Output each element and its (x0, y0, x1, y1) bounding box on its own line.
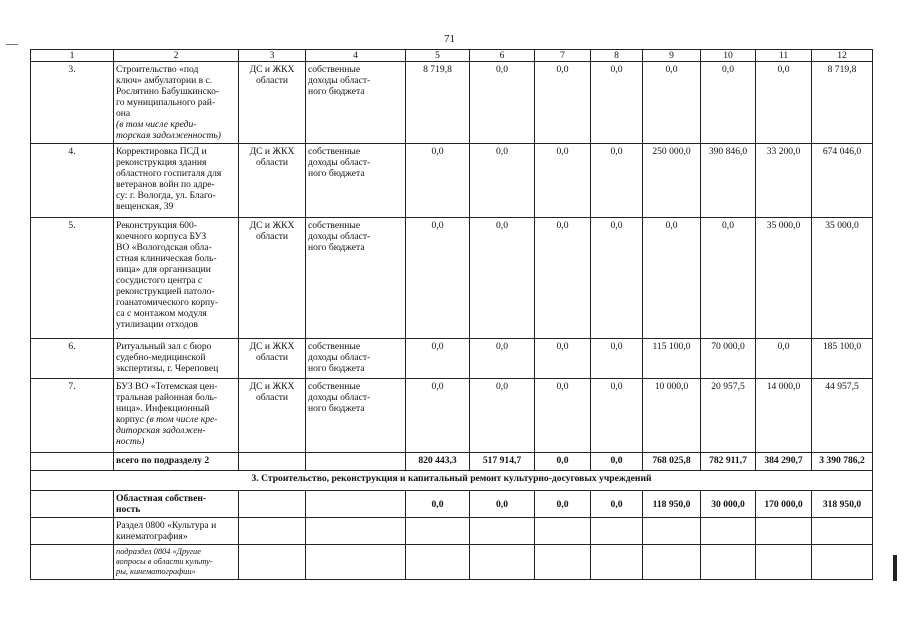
regional-property-label: Областная собствен- ность (114, 491, 239, 518)
empty-cell (239, 491, 306, 518)
executor: ДС и ЖКХ области (239, 62, 306, 144)
value-cell: 0,0 (535, 144, 591, 218)
empty-cell (239, 453, 306, 471)
empty-cell (306, 545, 406, 580)
empty-cell (535, 518, 591, 545)
empty-cell (31, 491, 114, 518)
row-number: 5. (31, 218, 114, 339)
total-value: 768 025,8 (643, 453, 701, 471)
col-header: 12 (812, 50, 873, 62)
col-header: 8 (591, 50, 643, 62)
empty-cell (406, 518, 470, 545)
empty-cell (756, 518, 812, 545)
value-cell: 0,0 (756, 62, 812, 144)
regional-value: 0,0 (535, 491, 591, 518)
table-row (31, 218, 873, 339)
col-header: 4 (306, 50, 406, 62)
col-header: 2 (114, 50, 239, 62)
value-cell: 250 000,0 (643, 144, 701, 218)
value-cell: 0,0 (406, 144, 470, 218)
table-row (31, 379, 873, 453)
regional-value: 0,0 (406, 491, 470, 518)
empty-cell (701, 545, 756, 580)
value-cell: 33 200,0 (756, 144, 812, 218)
table-row (31, 144, 873, 218)
value-cell: 0,0 (701, 62, 756, 144)
empty-cell (643, 518, 701, 545)
total-value: 517 914,7 (470, 453, 535, 471)
value-cell: 0,0 (756, 339, 812, 379)
empty-cell (643, 545, 701, 580)
regional-value: 0,0 (591, 491, 643, 518)
value-cell: 0,0 (470, 144, 535, 218)
value-cell: 20 957,5 (701, 379, 756, 453)
total-value: 782 911,7 (701, 453, 756, 471)
executor: ДС и ЖКХ области (239, 339, 306, 379)
object-name: Ритуальный зал с бюро судебно-медицинской экспертизы, г. Череповец (114, 339, 239, 379)
value-cell: 0,0 (406, 339, 470, 379)
column-numbers-row (31, 50, 873, 62)
value-cell: 0,0 (535, 218, 591, 339)
value-cell: 0,0 (406, 379, 470, 453)
object-name: Реконструкция 600- коечного корпуса БУЗ ВО «Вологодская обла- стная клиническая боль- ница» для организации сосудистого центра с реконструкцией патоло- гоанатомического корпу- са с монтажом модуля утилизации отходов (114, 218, 239, 339)
value-cell: 0,0 (470, 339, 535, 379)
empty-cell (812, 545, 873, 580)
object-name: Корректировка ПСД и реконструкция здания областного госпиталя для ветеранов войн по адре- су: г. Вологда, ул. Благо- вещенская, 39 (114, 144, 239, 218)
value-cell: 0,0 (591, 144, 643, 218)
value-cell: 115 100,0 (643, 339, 701, 379)
value-cell: 674 046,0 (812, 144, 873, 218)
value-cell: 35 000,0 (756, 218, 812, 339)
col-header: 10 (701, 50, 756, 62)
object-note: (в том числе креди- торская задолженность) (116, 119, 221, 141)
value-cell: 0,0 (470, 218, 535, 339)
section-title: 3. Строительство, реконструкция и капитальный ремонт культурно-досуговых учреждений (31, 471, 873, 491)
regional-property-row (31, 491, 873, 518)
value-cell: 0,0 (535, 62, 591, 144)
total-value: 3 390 786,2 (812, 453, 873, 471)
empty-cell (306, 491, 406, 518)
col-header: 5 (406, 50, 470, 62)
value-cell: 0,0 (643, 62, 701, 144)
value-cell: 0,0 (470, 379, 535, 453)
value-cell: 0,0 (406, 218, 470, 339)
value-cell: 10 000,0 (643, 379, 701, 453)
row-number: 6. (31, 339, 114, 379)
col-header: 7 (535, 50, 591, 62)
row-number: 4. (31, 144, 114, 218)
value-cell: 35 000,0 (812, 218, 873, 339)
empty-cell (812, 518, 873, 545)
funding-source: собственные доходы област- ного бюджета (306, 218, 406, 339)
table-row (31, 339, 873, 379)
value-cell: 0,0 (591, 62, 643, 144)
empty-cell (591, 518, 643, 545)
empty-cell (239, 545, 306, 580)
empty-cell (306, 518, 406, 545)
empty-cell (756, 545, 812, 580)
podrazdel-label: подраздел 0804 «Другие вопросы в области культу- ры, кинематографии» (114, 545, 239, 580)
regional-value: 170 000,0 (756, 491, 812, 518)
funding-source: собственные доходы област- ного бюджета (306, 339, 406, 379)
total-value: 0,0 (535, 453, 591, 471)
empty-cell (591, 545, 643, 580)
value-cell: 14 000,0 (756, 379, 812, 453)
empty-cell (31, 545, 114, 580)
executor: ДС и ЖКХ области (239, 144, 306, 218)
funding-source: собственные доходы област- ного бюджета (306, 62, 406, 144)
row-number: 7. (31, 379, 114, 453)
value-cell: 185 100,0 (812, 339, 873, 379)
empty-cell (31, 518, 114, 545)
value-cell: 0,0 (701, 218, 756, 339)
empty-cell (406, 545, 470, 580)
regional-value: 30 000,0 (701, 491, 756, 518)
section-row (31, 471, 873, 491)
value-cell: 0,0 (535, 339, 591, 379)
table-row (31, 62, 873, 144)
object-note: (в том числе кре- диторская задолжен- ность) (116, 414, 218, 447)
value-cell: 8 719,8 (812, 62, 873, 144)
razdel-row (31, 518, 873, 545)
funding-source: собственные доходы област- ного бюджета (306, 379, 406, 453)
col-header: 11 (756, 50, 812, 62)
subtotal-label: всего по подразделу 2 (114, 453, 239, 471)
regional-value: 318 950,0 (812, 491, 873, 518)
value-cell: 8 719,8 (406, 62, 470, 144)
page-number: 71 (444, 33, 455, 45)
total-value: 384 290,7 (756, 453, 812, 471)
total-value: 820 443,3 (406, 453, 470, 471)
value-cell: 0,0 (470, 62, 535, 144)
scan-edge-mark (893, 555, 897, 581)
empty-cell (306, 453, 406, 471)
margin-mark (6, 44, 18, 45)
regional-value: 118 950,0 (643, 491, 701, 518)
value-cell: 44 957,5 (812, 379, 873, 453)
value-cell: 390 846,0 (701, 144, 756, 218)
empty-cell (31, 453, 114, 471)
col-header: 3 (239, 50, 306, 62)
col-header: 9 (643, 50, 701, 62)
object-name-text: БУЗ ВО «Тотемская цен- тральная районная боль- ница». Инфекционный корпус (116, 381, 218, 425)
regional-value: 0,0 (470, 491, 535, 518)
object-name (114, 62, 239, 144)
total-value: 0,0 (591, 453, 643, 471)
empty-cell (470, 518, 535, 545)
empty-cell (239, 518, 306, 545)
col-header: 1 (31, 50, 114, 62)
razdel-label: Раздел 0800 «Культура и кинематография» (114, 518, 239, 545)
empty-cell (470, 545, 535, 580)
budget-table (30, 49, 873, 580)
podrazdel-row (31, 545, 873, 580)
funding-source: собственные доходы област- ного бюджета (306, 144, 406, 218)
empty-cell (701, 518, 756, 545)
value-cell: 0,0 (591, 379, 643, 453)
col-header: 6 (470, 50, 535, 62)
executor: ДС и ЖКХ области (239, 218, 306, 339)
executor: ДС и ЖКХ области (239, 379, 306, 453)
value-cell: 0,0 (591, 339, 643, 379)
row-number: 3. (31, 62, 114, 144)
value-cell: 0,0 (591, 218, 643, 339)
empty-cell (535, 545, 591, 580)
value-cell: 0,0 (535, 379, 591, 453)
object-name (114, 379, 239, 453)
value-cell: 70 000,0 (701, 339, 756, 379)
value-cell: 0,0 (643, 218, 701, 339)
object-name-text: Строительство «под ключ» амбулатории в с. Рослятино Бабушкинско- го муниципального рай- она (116, 64, 220, 119)
subtotal-row (31, 453, 873, 471)
